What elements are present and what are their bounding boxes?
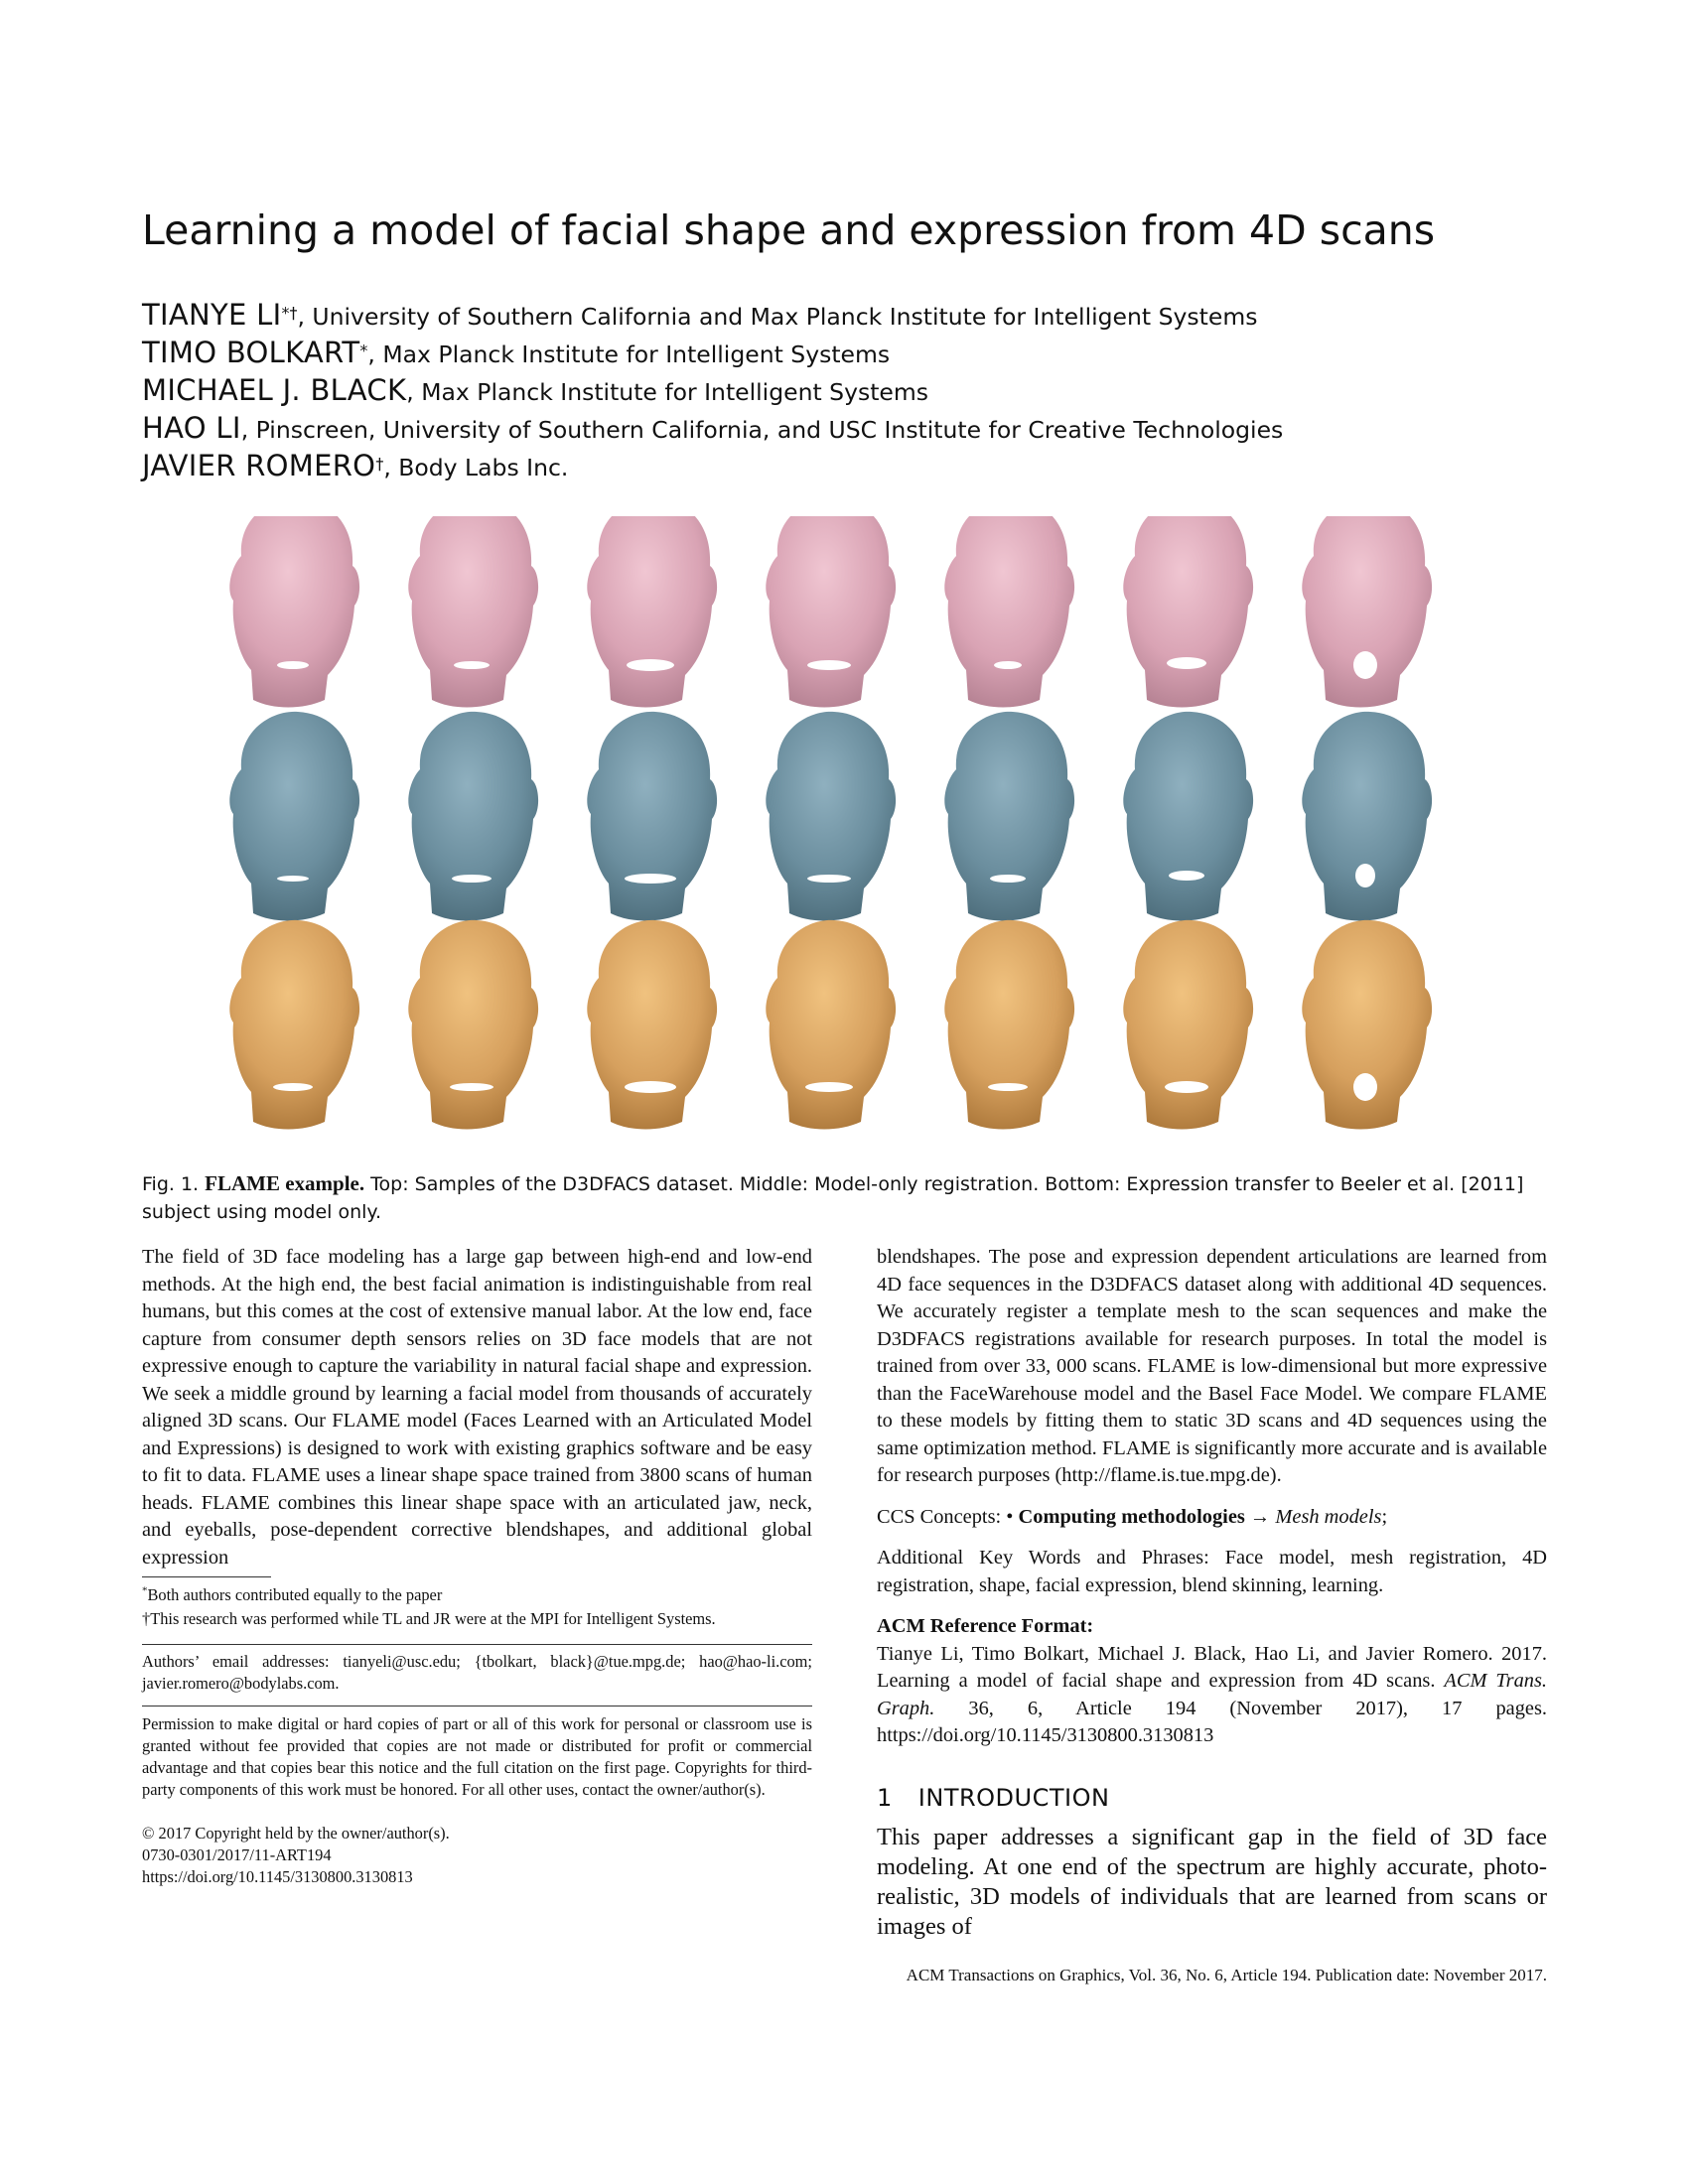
section-title: INTRODUCTION xyxy=(917,1784,1110,1812)
scan-head xyxy=(229,516,359,708)
footnote-dagger-mark: † xyxy=(142,1609,151,1628)
acm-ref-journal: ACM Trans. Graph. xyxy=(877,1670,1548,1719)
transfer-head xyxy=(229,920,359,1130)
author-name: TIANYE LI xyxy=(142,298,282,332)
mouth xyxy=(454,661,490,669)
footnote-star xyxy=(142,1584,812,1606)
author-affiliation: , University of Southern California and Max Planck Institute for Intelligent Systems xyxy=(297,303,1258,331)
footnote-rule xyxy=(142,1576,271,1577)
mouth xyxy=(625,874,676,884)
scan-head xyxy=(408,516,538,708)
section-heading xyxy=(877,1784,1109,1812)
registration-head xyxy=(1302,712,1432,921)
acm-reference-heading: ACM Reference Format: xyxy=(877,1615,1094,1637)
running-footer: ACM Transactions on Graphics, Vol. 36, No. 6, Article 194. Publication date: November 2017. xyxy=(906,1966,1547,1984)
transfer-head xyxy=(408,920,538,1130)
ccs-bold: Computing methodologies xyxy=(1018,1505,1245,1528)
footnote-dagger xyxy=(142,1608,812,1630)
scan-head xyxy=(766,516,896,708)
transfer-head xyxy=(766,920,896,1130)
mouth xyxy=(990,875,1026,883)
author-affiliation: , Pinscreen, University of Southern California, and USC Institute for Creative Technologies xyxy=(240,416,1284,444)
teaser-figure xyxy=(223,516,1465,1132)
author-line xyxy=(142,449,568,482)
figure-caption xyxy=(142,1169,1547,1226)
permission-notice: Permission to make digital or hard copies of part or all of this work for personal or classroom use is granted without fee provided that copies are not made or distributed for profit or commercial advantage and that copies bear this notice and the full citation on the first page. Copyrights for third-party components of this work must be honored. For all other uses, contact the owner/author(s). xyxy=(142,1714,812,1799)
scan-head xyxy=(1123,516,1253,708)
author-affiliation: , Max Planck Institute for Intelligent Systems xyxy=(406,378,929,406)
mouth xyxy=(277,876,309,882)
mouth xyxy=(1169,871,1204,881)
footnote-star-text: Both authors contributed equally to the paper xyxy=(147,1585,443,1604)
author-line xyxy=(142,336,890,369)
ccs-arrow: → xyxy=(1244,1505,1276,1528)
intro-text: This paper addresses a significant gap in the field of 3D face modeling. At one end of the spectrum are highly accurate, photo-realistic, 3D models of individuals that are learned from scans or images of xyxy=(877,1824,1547,1940)
transfer-head xyxy=(1123,920,1253,1130)
caption-text: Top: Samples of the D3DFACS dataset. Middle: Model-only registration. Bottom: Expression transfer to Beeler et al. [2011] subject using model only. xyxy=(142,1173,1524,1223)
mouth xyxy=(1167,657,1206,669)
mouth xyxy=(1353,651,1377,679)
footnote-dagger-text: This research was performed while TL and JR were at the MPI for Intelligent Systems. xyxy=(150,1609,716,1628)
mouth xyxy=(450,1083,493,1091)
author-line xyxy=(142,411,1283,445)
mouth xyxy=(807,875,851,883)
author-affiliation: , Max Planck Institute for Intelligent Systems xyxy=(367,341,891,368)
author-name: TIMO BOLKART xyxy=(142,336,360,369)
row-registration xyxy=(229,712,1432,921)
doi-line: https://doi.org/10.1145/3130800.3130813 xyxy=(142,1867,413,1886)
row-transfer xyxy=(229,920,1432,1130)
author-line xyxy=(142,373,928,407)
scan-head xyxy=(587,516,717,708)
author-name: HAO LI xyxy=(142,411,241,445)
caption-label: Fig. 1. xyxy=(142,1173,200,1195)
mouth xyxy=(805,1082,853,1092)
abstract-right: blendshapes. The pose and expression dependent articulations are learned from 4D face sequences in the D3DFACS dataset along with additional 4D sequences. We accurately register a template mesh to the scan sequences and make the D3DFACS registrations available for research purposes. In total the model is trained from over 33, 000 scans. FLAME is low-dimensional but more expressive than the FaceWarehouse model and the Basel Face Model. We compare FLAME to these models by fitting them to static 3D scans and 4D sequences using the same optimization method. FLAME is significantly more accurate and is available for research purposes (http://flame.is.tue.mpg.de). xyxy=(877,1246,1547,1486)
author-marks: † xyxy=(375,454,384,474)
mouth xyxy=(277,661,309,669)
ccs-concepts xyxy=(877,1504,1547,1532)
right-column xyxy=(877,1244,1547,1764)
mouth xyxy=(994,661,1022,669)
registration-head xyxy=(229,712,359,921)
keywords: Additional Key Words and Phrases: Face model, mesh registration, 4D registration, shape, facial expression, blend skinning, learning. xyxy=(877,1547,1547,1596)
author-name: JAVIER ROMERO xyxy=(142,449,376,482)
registration-head xyxy=(766,712,896,921)
registration-head xyxy=(944,712,1074,921)
acm-reference xyxy=(877,1641,1547,1750)
scan-head xyxy=(944,516,1074,708)
acm-ref-text-b: 36, 6, Article 194 (November 2017), 17 pages. https://doi.org/10.1145/3130800.3130813 xyxy=(877,1697,1547,1746)
mouth xyxy=(273,1083,313,1091)
registration-head xyxy=(1123,712,1253,921)
ccs-suffix: ; xyxy=(1381,1505,1388,1528)
acm-ref-text-a: Tianye Li, Timo Bolkart, Michael J. Black, Hao Li, and Javier Romero. 2017. Learning a model of facial shape and expression from 4D scans. xyxy=(877,1642,1547,1692)
author-affiliation: , Body Labs Inc. xyxy=(383,454,569,481)
footnote-star-mark: * xyxy=(142,1584,148,1597)
paper-title: Learning a model of facial shape and expression from 4D scans xyxy=(142,206,1436,254)
mouth xyxy=(452,875,492,883)
registration-head xyxy=(587,712,717,921)
author-line xyxy=(142,298,1257,332)
transfer-head xyxy=(587,920,717,1130)
mouth xyxy=(1165,1081,1208,1093)
registration-head xyxy=(408,712,538,921)
footnote-rule xyxy=(142,1644,812,1645)
author-emails: Authors’ email addresses: tianyeli@usc.edu; {tbolkart, black}@tue.mpg.de; hao@hao-li.com; javier.romero@bodylabs.com. xyxy=(142,1652,812,1693)
author-marks: *† xyxy=(281,303,298,323)
author-marks: * xyxy=(359,341,368,360)
ccs-italic: Mesh models xyxy=(1275,1505,1382,1528)
mouth xyxy=(627,659,674,671)
mouth xyxy=(625,1081,676,1093)
mouth xyxy=(807,660,851,670)
transfer-head xyxy=(944,920,1074,1130)
issn-line: 0730-0301/2017/11-ART194 xyxy=(142,1845,332,1864)
copyright-line: © 2017 Copyright held by the owner/author(s). xyxy=(142,1824,450,1843)
mouth xyxy=(988,1083,1028,1091)
author-name: MICHAEL J. BLACK xyxy=(142,373,407,407)
section-number: 1 xyxy=(877,1784,893,1812)
abstract-left: The field of 3D face modeling has a large gap between high-end and low-end methods. At the high end, the best facial animation is indistinguishable from real humans, but this comes at the cost of extensive manual labor. At the low end, face capture from consumer depth sensors relies on 3D face models that are not expressive enough to capture the variability in natural facial shape and expression. We seek a middle ground by learning a facial model from thousands of accurately aligned 3D scans. Our FLAME model (Faces Learned with an Articulated Model and Expressions) is designed to work with existing graphics software and be easy to fit to data. FLAME uses a linear shape space trained from 3800 scans of human heads. FLAME combines this linear shape space with an articulated jaw, neck, and eyeballs, pose-dependent corrective blendshapes, and additional global expression xyxy=(142,1246,812,1569)
mouth xyxy=(1355,864,1375,887)
caption-bold: FLAME example. xyxy=(205,1171,365,1195)
mouth xyxy=(1353,1073,1377,1101)
ccs-prefix: CCS Concepts: • xyxy=(877,1505,1019,1528)
left-column xyxy=(142,1244,812,1571)
row-scans xyxy=(229,516,1432,708)
